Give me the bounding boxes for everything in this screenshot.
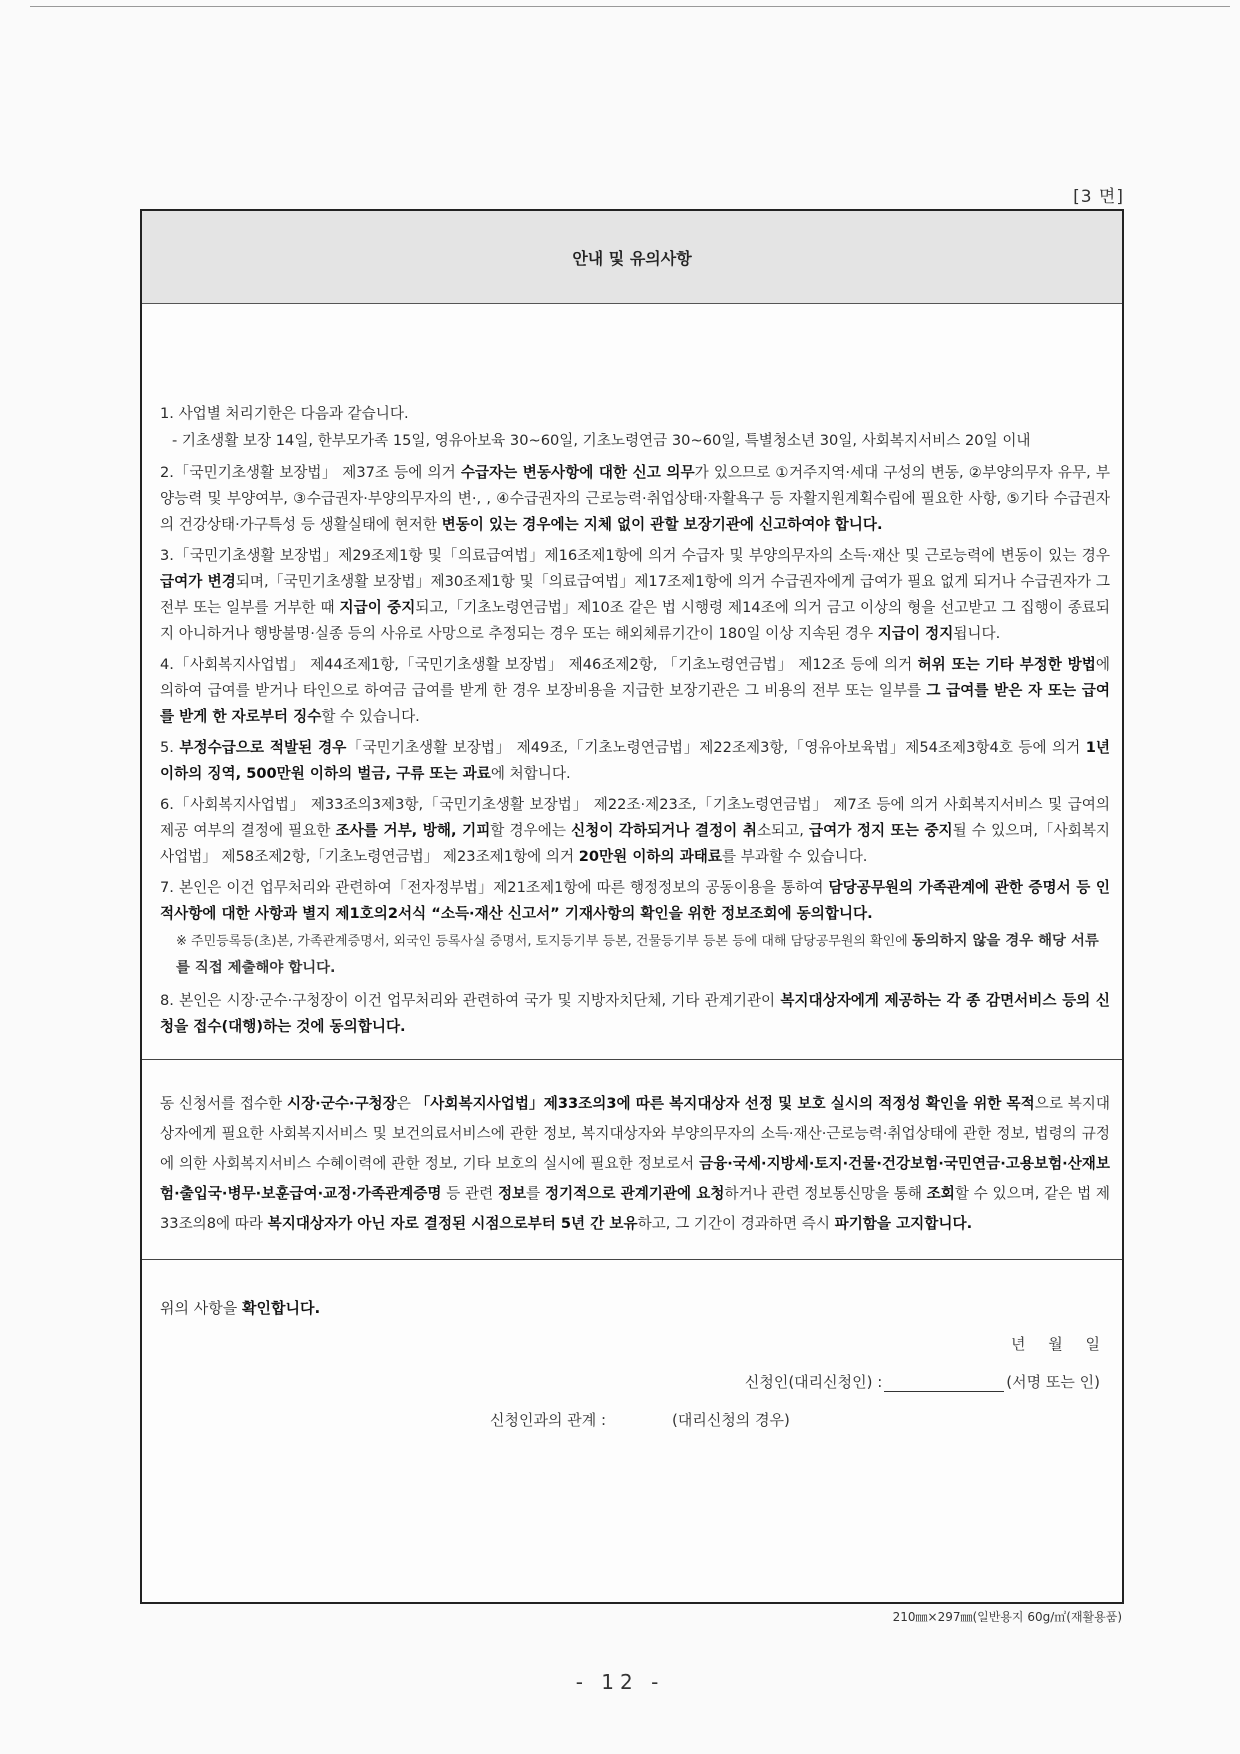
paper-spec: 210㎜×297㎜(일반용지 60g/㎡(재활용품) [892,1610,1122,1624]
text-run: 되며,「국민기초생활 보장법」제30조제1항 및「의료급여법」제17조제1항에 의거 수급권자에게 급여가 필요 없게 되거나 수급권자가 그 전부 또는 일부를 거부한 때 [160,573,1110,616]
emphasized-text: 지급이 정지 [877,625,954,642]
text-run: 5. [160,739,180,756]
emphasized-text: 급여가 변경 [160,573,236,590]
text-run: 6.「사회복지사업법」 제33조의3제3항,「국민기초생활 보장법」 제22조·제23조,「기초노령연금법」 제7조 등에 의거 사회복지서비스 및 급여의 제공 여부의 결정에 필요한 [160,796,1110,839]
emphasized-text: 허위 또는 기타 부정한 방법 [917,656,1096,673]
text-run: 하거나 관련 정보통신망을 통해 [724,1185,927,1202]
text-run: 은 [396,1095,416,1112]
emphasized-text: 시장·군수·구청장 [286,1095,397,1112]
emphasized-text: 변동이 있는 경우에는 지체 없이 관할 보장기관에 신고하여야 합니다. [441,516,883,533]
section-title: 안내 및 유의사항 [572,248,692,268]
signature-label: 신청인(대리신청인) : [744,1373,883,1391]
notice-list [160,401,1110,1045]
signature-suffix: (서명 또는 인) [1006,1373,1100,1391]
signature-line [745,1371,1100,1392]
page-mark: [3 면] [1073,187,1124,207]
emphasized-text: 복지대상자가 아닌 자로 결정된 시점으로부터 5년 간 보유 [267,1215,638,1232]
notice-item-6 [160,792,1110,870]
emphasized-text: 1년 이하의 징역, 500만원 이하의 벌금, 구류 또는 과료 [160,739,1110,782]
date-line: 년 월 일 [1010,1335,1100,1353]
text-run: 으로 복지대상자에게 필요한 사회복지서비스 및 보건의료서비스에 관한 정보, 복지대상자와 부양의무자의 소득·재산·근로능력·취업상태에 관한 정보, 법령의 규정에 의한 사회복지서비스 수혜이력에 관한 정보, 기타 보호의 실시에 필요한 정보로서 [160,1095,1110,1172]
text-run: 1. 사업별 처리기한은 다음과 같습니다. [160,405,409,422]
text-run: 를 [526,1185,545,1202]
processing-deadlines: - 기초생활 보장 14일, 한부모가족 15일, 영유아보육 30~60일, 기초노령연금 30~60일, 특별청소년 30일, 사회복지서비스 20일 이내 [172,432,1031,449]
notice-item-4 [160,652,1110,730]
text-run: 3.「국민기초생활 보장법」제29조제1항 및「의료급여법」제16조제1항에 의거 수급자 및 부양의무자의 소득·재산 및 근로능력에 변동이 있는 경우 [160,547,1110,564]
emphasized-text: 신청이 각하되거나 결정이 취 [571,822,757,839]
emphasized-text: 파기함을 고지합니다. [834,1215,973,1232]
text-run: 됩니다. [953,625,1001,642]
emphasized-text: 금융·국세·지방세·토지·건물·건강보험·국민연금·고용보험·산재보험·출입국·병무·보훈급여·교정·가족관계증명 [160,1155,1110,1202]
emphasized-text: 정기적으로 관계기관에 요청 [544,1185,725,1202]
top-rule [30,6,1230,7]
header-band [142,211,1122,304]
text-run: 될 수 있으며,「사회복지사업법」 제58조제2항,「기초노령연금법」 제23조제1항에 의거 [160,822,1111,865]
notice-item-8 [160,988,1110,1040]
emphasized-text: 동의하지 않을 경우 해당 서류를 직접 제출해야 합니다. [176,933,1099,976]
relation-label: 신청인과의 관계 : [490,1411,607,1429]
text-run: ※ 주민등록등(초)본, 가족관계증명서, 외국인 등록사실 증명서, 토지등기부 등본, 건물등기부 등본 등에 대해 담당공무원의 확인에 [176,934,912,949]
emphasized-text: 정보 [497,1185,527,1202]
text-run: 4.「사회복지사업법」 제44조제1항,「국민기초생활 보장법」 제46조제2항, 「기초노령연금법」 제12조 등에 의거 [160,656,918,673]
section-divider [142,1259,1122,1260]
text-run: 7. 본인은 이건 업무처리와 관련하여「전자정부법」제21조제1항에 따른 행정정보의 공동이용을 통하여 [160,879,829,896]
text-run: 8. 본인은 시장·군수·구청장이 이건 업무처리와 관련하여 국가 및 지방자치단체, 기타 관계기관이 [160,992,781,1009]
notice-item-5 [160,735,1110,787]
document-note [176,928,1110,982]
text-run: 할 경우에는 [490,822,572,839]
emphasized-text: 지급이 중지 [339,599,416,616]
text-run: 를 부과할 수 있습니다. [722,848,868,865]
text-run: 가 있으므로 ①거주지역·세대 구성의 변동, ②부양의무자 유무, 부양능력 및 부양여부, ③수급권자·부양의무자의 변·, , ④수급권자의 근로능력·취업상태·자활욕구 등 자활지원계획수립에 필요한 사항, ⑤기타 수급권자의 건강상태·가구특성 등 생활실태에 현저한 [160,464,1110,533]
notice-item-7 [160,875,1110,927]
page-number: - 12 - [575,1670,665,1694]
emphasized-text: 급여가 정지 또는 중지 [809,822,953,839]
emphasized-text: 담당공무원의 가족관계에 관한 증명서 등 인적사항에 대한 사항과 별지 제1호의2서식 “소득·재산 신고서” 기재사항의 확인을 위한 정보조회에 동의합니다. [160,879,1110,922]
text-run: 등 관련 [441,1185,498,1202]
emphasized-text: 조사를 거부, 방해, 기피 [335,822,491,839]
section-divider [142,1059,1122,1060]
emphasized-text: 「사회복지사업법」제33조의3에 따른 복지대상자 선정 및 보호 실시의 적정성 확인을 위한 목적 [415,1095,1035,1112]
emphasized-text: 조회 [926,1185,955,1202]
emphasized-text: 부정수급으로 적발된 경우 [179,739,347,756]
text-run: 소되고, [756,822,810,839]
privacy-notice [160,1089,1110,1239]
text-run: 2.「국민기초생활 보장법」 제37조 등에 의거 [160,464,461,481]
emphasized-text: 확인합니다. [242,1299,321,1317]
text-run: 되고,「기초노령연금법」제10조 같은 법 시행령 제14조에 의거 금고 이상의 형을 선고받고 그 집행이 종료되지 아니하거나 행방불명·실종 등의 사유로 사망으로 추정되는 경우 또는 해외체류기간이 180일 이상 지속된 경우 [160,599,1110,642]
text-run: 하고, 그 기간이 경과하면 즉시 [637,1215,835,1232]
text-run: 위의 사항을 [160,1299,242,1317]
text-run: 할 수 있으며, 같은 법 제33조의8에 따라 [160,1185,1110,1232]
notice-item-1 [160,401,1110,427]
confirm-statement [160,1297,320,1318]
signature-field[interactable] [884,1375,1004,1392]
text-run: 「국민기초생활 보장법」 제49조,「기초노령연금법」제22조제3항,「영유아보육법」제54조제3항4호 등에 의거 [346,739,1086,756]
text-run: 할 수 있습니다. [321,708,420,725]
text-run: 에 의하여 급여를 받거나 타인으로 하여금 급여를 받게 한 경우 보장비용을 지급한 보장기관은 그 비용의 전부 또는 일부를 [160,656,1110,699]
notice-item-3 [160,543,1110,647]
emphasized-text: 그 급여를 받은 자 또는 급여를 받게 한 자로부터 징수 [160,682,1110,725]
emphasized-text: 복지대상자에게 제공하는 각 종 감면서비스 등의 신청을 접수(대행)하는 것에 동의합니다. [160,992,1110,1035]
form-frame [140,209,1124,1604]
notice-item-2 [160,460,1110,538]
emphasized-text: 20만원 이하의 과태료 [578,848,723,865]
text-run: 에 처합니다. [490,765,571,782]
emphasized-text: 수급자는 변동사항에 대한 신고 의무 [460,464,695,481]
relation-note: (대리신청의 경우) [672,1411,790,1429]
text-run: 동 신청서를 접수한 [160,1095,287,1112]
